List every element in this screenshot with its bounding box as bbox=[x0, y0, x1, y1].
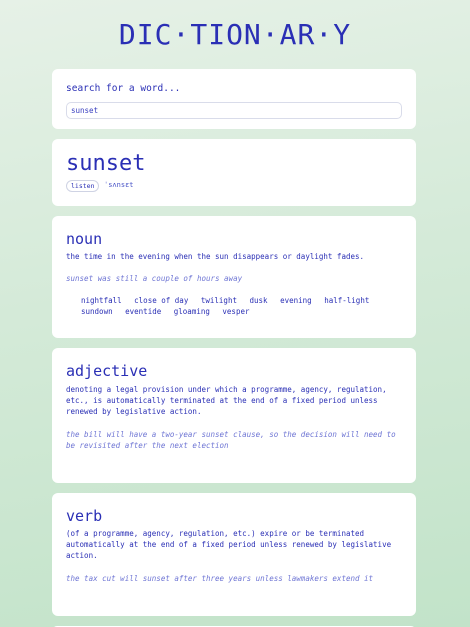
search-input-wrap bbox=[66, 98, 402, 119]
sense-card-adjective bbox=[52, 348, 416, 483]
definition: denoting a legal provision under which a programme, agency, regulation, etc., is automatically terminated at the end of a fixed period unless renewed by legislative action. bbox=[66, 385, 387, 416]
synonym-link[interactable]: gloaming bbox=[173, 307, 210, 316]
search-label: search for a word... bbox=[66, 83, 181, 94]
synonym-link[interactable]: half-light bbox=[324, 296, 370, 305]
sense-card-noun bbox=[52, 216, 416, 338]
part-of-speech: adjective bbox=[66, 362, 148, 380]
synonym-list bbox=[81, 295, 391, 317]
headword-card bbox=[52, 139, 416, 206]
definition: the time in the evening when the sun disappears or daylight fades. bbox=[66, 252, 365, 261]
synonym-link[interactable]: eventide bbox=[125, 307, 162, 316]
synonym-link[interactable]: twilight bbox=[200, 296, 237, 305]
example-sentence: the tax cut will sunset after three years unless lawmakers extend it bbox=[66, 574, 374, 583]
synonym-link[interactable]: nightfall bbox=[81, 296, 122, 305]
site-logo: DIC·TION·AR·Y bbox=[118, 18, 352, 51]
phonetic-transcription: ˈsʌnsɛt bbox=[104, 181, 134, 189]
synonym-link[interactable]: evening bbox=[280, 296, 312, 305]
example-sentence: sunset was still a couple of hours away bbox=[66, 274, 243, 283]
listen-button[interactable]: listen bbox=[66, 180, 99, 192]
search-input[interactable] bbox=[66, 102, 402, 119]
example-sentence: the bill will have a two-year sunset clause, so the decision will need to be revisited after the next election bbox=[66, 430, 396, 450]
synonym-link[interactable]: dusk bbox=[249, 296, 268, 305]
synonym-link[interactable]: close of day bbox=[134, 296, 189, 305]
search-card bbox=[52, 69, 416, 129]
sense-card-verb bbox=[52, 493, 416, 616]
part-of-speech: verb bbox=[66, 507, 103, 525]
part-of-speech: noun bbox=[66, 230, 103, 248]
definition: (of a programme, agency, regulation, etc.) expire or be terminated automatically at the end of a fixed period unless renewed by legislative action. bbox=[66, 529, 392, 560]
headword: sunset bbox=[66, 151, 146, 176]
synonym-link[interactable]: vesper bbox=[222, 307, 250, 316]
synonym-link[interactable]: sundown bbox=[81, 307, 113, 316]
